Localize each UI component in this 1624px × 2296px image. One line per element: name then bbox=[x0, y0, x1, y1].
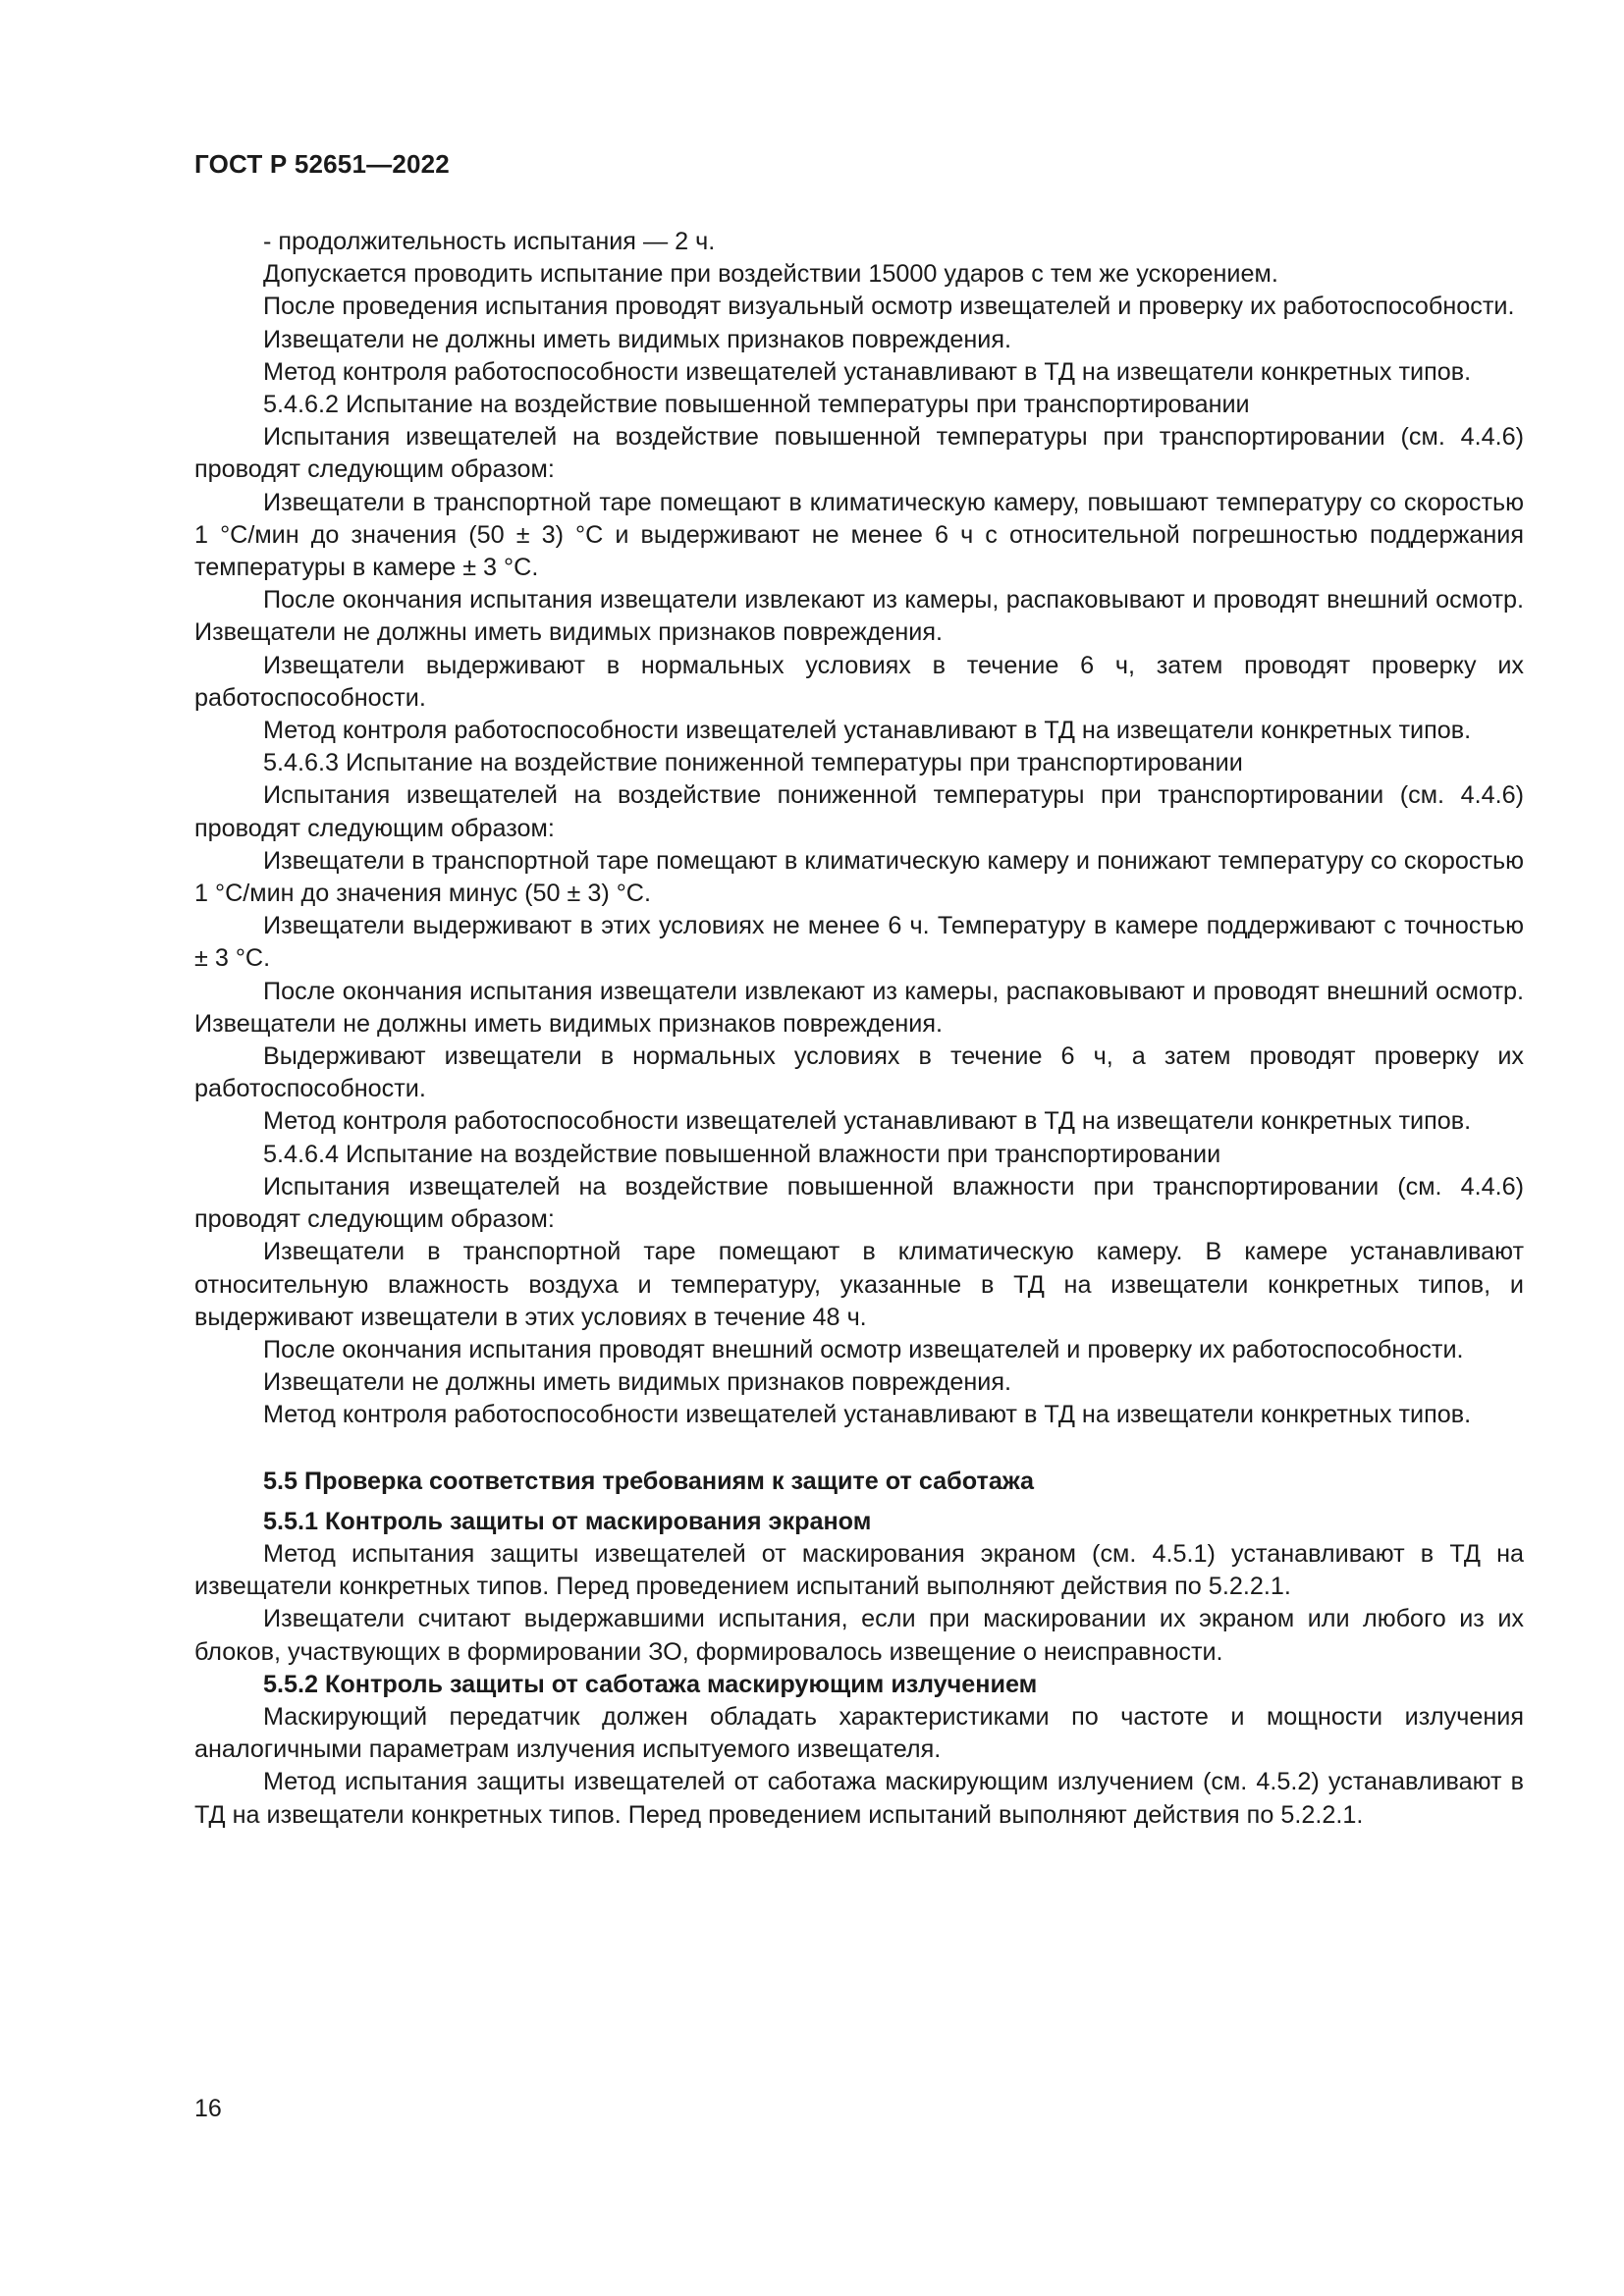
paragraph: Испытания извещателей на воздействие повышенной температуры при транспортировании (см. 4.4.6) проводят следующим образом: bbox=[194, 423, 1524, 484]
paragraph: Маскирующий передатчик должен обладать характеристиками по частоте и мощности излучения аналогичными параметрам излучения испытуемого извещателя. bbox=[194, 1702, 1524, 1764]
paragraph: Метод испытания защиты извещателей от саботажа маскирующим излучением (см. 4.5.2) устанавливают в ТД на извещатели конкретных типов. Перед проведением испытаний выполняют действия по 5.2.2.1. bbox=[194, 1768, 1524, 1829]
paragraph: Извещатели в транспортной таре помещают в климатическую камеру. В камере устанавливают относительную влажность воздуха и температуру, указанные в ТД на извещатели конкретных типов, и выдерживают извещатели в этих условиях в течение 48 ч. bbox=[194, 1238, 1524, 1331]
paragraph: Извещатели не должны иметь видимых признаков повреждения. bbox=[263, 1368, 1011, 1397]
paragraph: После проведения испытания проводят визуальный осмотр извещателей и проверку их работоспособности. bbox=[263, 293, 1515, 321]
paragraph: Извещатели выдерживают в этих условиях не менее 6 ч. Температуру в камере поддерживают с точностью ± 3 °С. bbox=[194, 912, 1524, 973]
paragraph: Метод контроля работоспособности извещателей устанавливают в ТД на извещатели конкретных типов. bbox=[263, 1401, 1472, 1429]
paragraph: После окончания испытания проводят внешний осмотр извещателей и проверку их работоспособности. bbox=[263, 1335, 1464, 1363]
clause-title-5-4-6-3: 5.4.6.3 Испытание на воздействие пониженной температуры при транспортировании bbox=[263, 749, 1243, 777]
paragraph: Метод контроля работоспособности извещателей устанавливают в ТД на извещатели конкретных типов. bbox=[263, 1107, 1472, 1136]
clause-title-5-4-6-4: 5.4.6.4 Испытание на воздействие повышенной влажности при транспортировании bbox=[263, 1140, 1221, 1168]
paragraph: Извещатели не должны иметь видимых признаков повреждения. bbox=[263, 325, 1011, 353]
paragraph: Метод испытания защиты извещателей от маскирования экраном (см. 4.5.1) устанавливают в ТД на извещатели конкретных типов. Перед проведением испытаний выполняют действия по 5.2.2.1. bbox=[194, 1539, 1524, 1601]
paragraph: Допускается проводить испытание при воздействии 15000 ударов с тем же ускорением. bbox=[263, 260, 1278, 289]
paragraph: - продолжительность испытания — 2 ч. bbox=[263, 228, 716, 255]
paragraph: Метод контроля работоспособности извещателей устанавливают в ТД на извещатели конкретных типов. bbox=[263, 717, 1472, 745]
clause-title-5-4-6-2: 5.4.6.2 Испытание на воздействие повышенной температуры при транспортировании bbox=[263, 391, 1250, 419]
paragraph: Извещатели в транспортной таре помещают в климатическую камеру и понижают температуру со скоростью 1 °С/мин до значения минус (50 ± 3) °С. bbox=[194, 846, 1524, 908]
document-body bbox=[194, 226, 1524, 1832]
page-number: 16 bbox=[194, 2095, 222, 2122]
paragraph: После окончания испытания извещатели извлекают из камеры, распаковывают и проводят внешний осмотр. Извещатели не должны иметь видимых признаков повреждения. bbox=[194, 977, 1524, 1038]
standard-id-header: ГОСТ Р 52651—2022 bbox=[194, 149, 450, 179]
paragraph: Выдерживают извещатели в нормальных условиях в течение 6 ч, а затем проводят проверку их работоспособности. bbox=[194, 1042, 1524, 1103]
paragraph: Метод контроля работоспособности извещателей устанавливают в ТД на извещатели конкретных типов. bbox=[263, 357, 1472, 386]
paragraph: Извещатели считают выдержавшими испытания, если при маскировании их экраном или любого из их блоков, участвующих в формировании ЗО, формировалось извещение о неисправности. bbox=[194, 1605, 1524, 1666]
paragraph: Испытания извещателей на воздействие повышенной влажности при транспортировании (см. 4.4.6) проводят следующим образом: bbox=[194, 1172, 1524, 1234]
paragraph: После окончания испытания извещатели извлекают из камеры, распаковывают и проводят внешний осмотр. Извещатели не должны иметь видимых признаков повреждения. bbox=[194, 586, 1524, 647]
subsection-heading-5-5-1: 5.5.1 Контроль защиты от маскирования экраном bbox=[263, 1507, 872, 1535]
paragraph: Извещатели в транспортной таре помещают в климатическую камеру, повышают температуру со скоростью 1 °С/мин до значения (50 ± 3) °С и выдерживают не менее 6 ч с относительной погрешностью поддержания температуры в камере ± 3 °С. bbox=[194, 488, 1524, 582]
paragraph: Испытания извещателей на воздействие пониженной температуры при транспортировании (см. 4.4.6) проводят следующим образом: bbox=[194, 781, 1524, 842]
subsection-heading-5-5-2: 5.5.2 Контроль защиты от саботажа маскирующим излучением bbox=[263, 1670, 1038, 1698]
paragraph: Извещатели выдерживают в нормальных условиях в течение 6 ч, затем проводят проверку их работоспособности. bbox=[194, 651, 1524, 712]
section-heading-5-5: 5.5 Проверка соответствия требованиям к защите от саботажа bbox=[263, 1467, 1035, 1495]
